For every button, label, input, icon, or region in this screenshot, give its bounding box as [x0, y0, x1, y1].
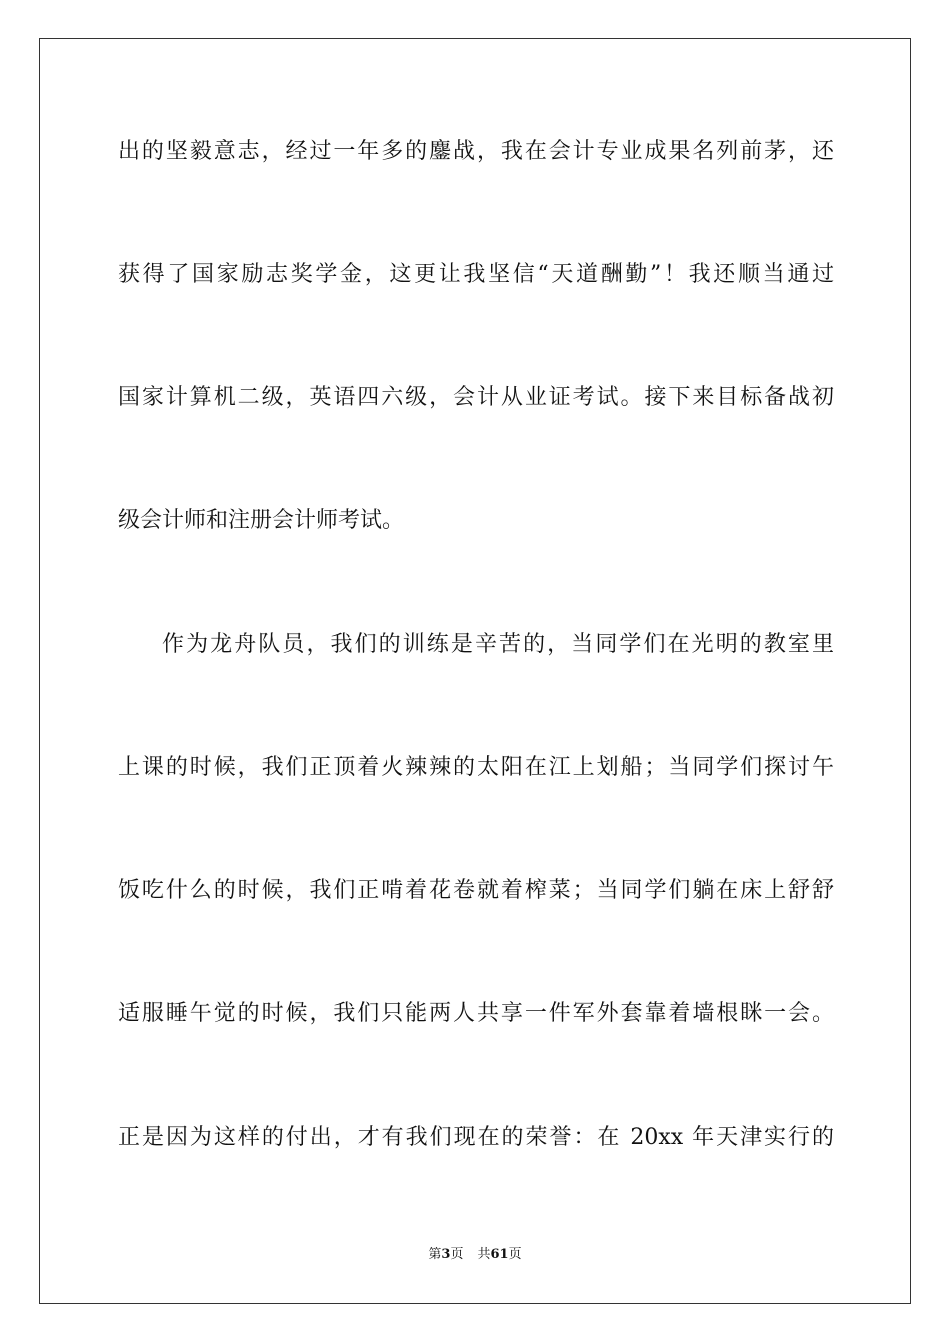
text-line: 获得了国家励志奖学金，这更让我坚信“天道酬勤”！我还顺当通过	[118, 262, 834, 287]
page-border	[39, 38, 911, 1304]
total-suffix: 页	[508, 1247, 522, 1262]
total-prefix: 共	[477, 1247, 491, 1262]
total-pages: 61	[490, 1247, 509, 1262]
text-line: 级会计师和注册会计师考试。	[118, 508, 405, 533]
text-line: 作为龙舟队员，我们的训练是辛苦的，当同学们在光明的教室里	[162, 632, 834, 657]
text-line: 出的坚毅意志，经过一年多的鏖战，我在会计专业成果名列前茅，还	[118, 139, 834, 164]
page-number: 3	[441, 1247, 451, 1262]
text-line: 上课的时候，我们正顶着火辣辣的太阳在江上划船；当同学们探讨午	[118, 755, 834, 780]
text-line: 适服睡午觉的时候，我们只能两人共享一件军外套靠着墙根眯一会。	[118, 1001, 834, 1026]
page-suffix: 页	[450, 1247, 464, 1262]
page-prefix: 第	[428, 1247, 442, 1262]
text-line: 国家计算机二级，英语四六级，会计从业证考试。接下来目标备战初	[118, 385, 834, 410]
text-line: 正是因为这样的付出，才有我们现在的荣誉：在 20xx 年天津实行的	[118, 1125, 834, 1150]
page-footer	[0, 1246, 950, 1264]
text-line: 饭吃什么的时候，我们正啃着花卷就着榨菜；当同学们躺在床上舒舒	[118, 878, 834, 903]
